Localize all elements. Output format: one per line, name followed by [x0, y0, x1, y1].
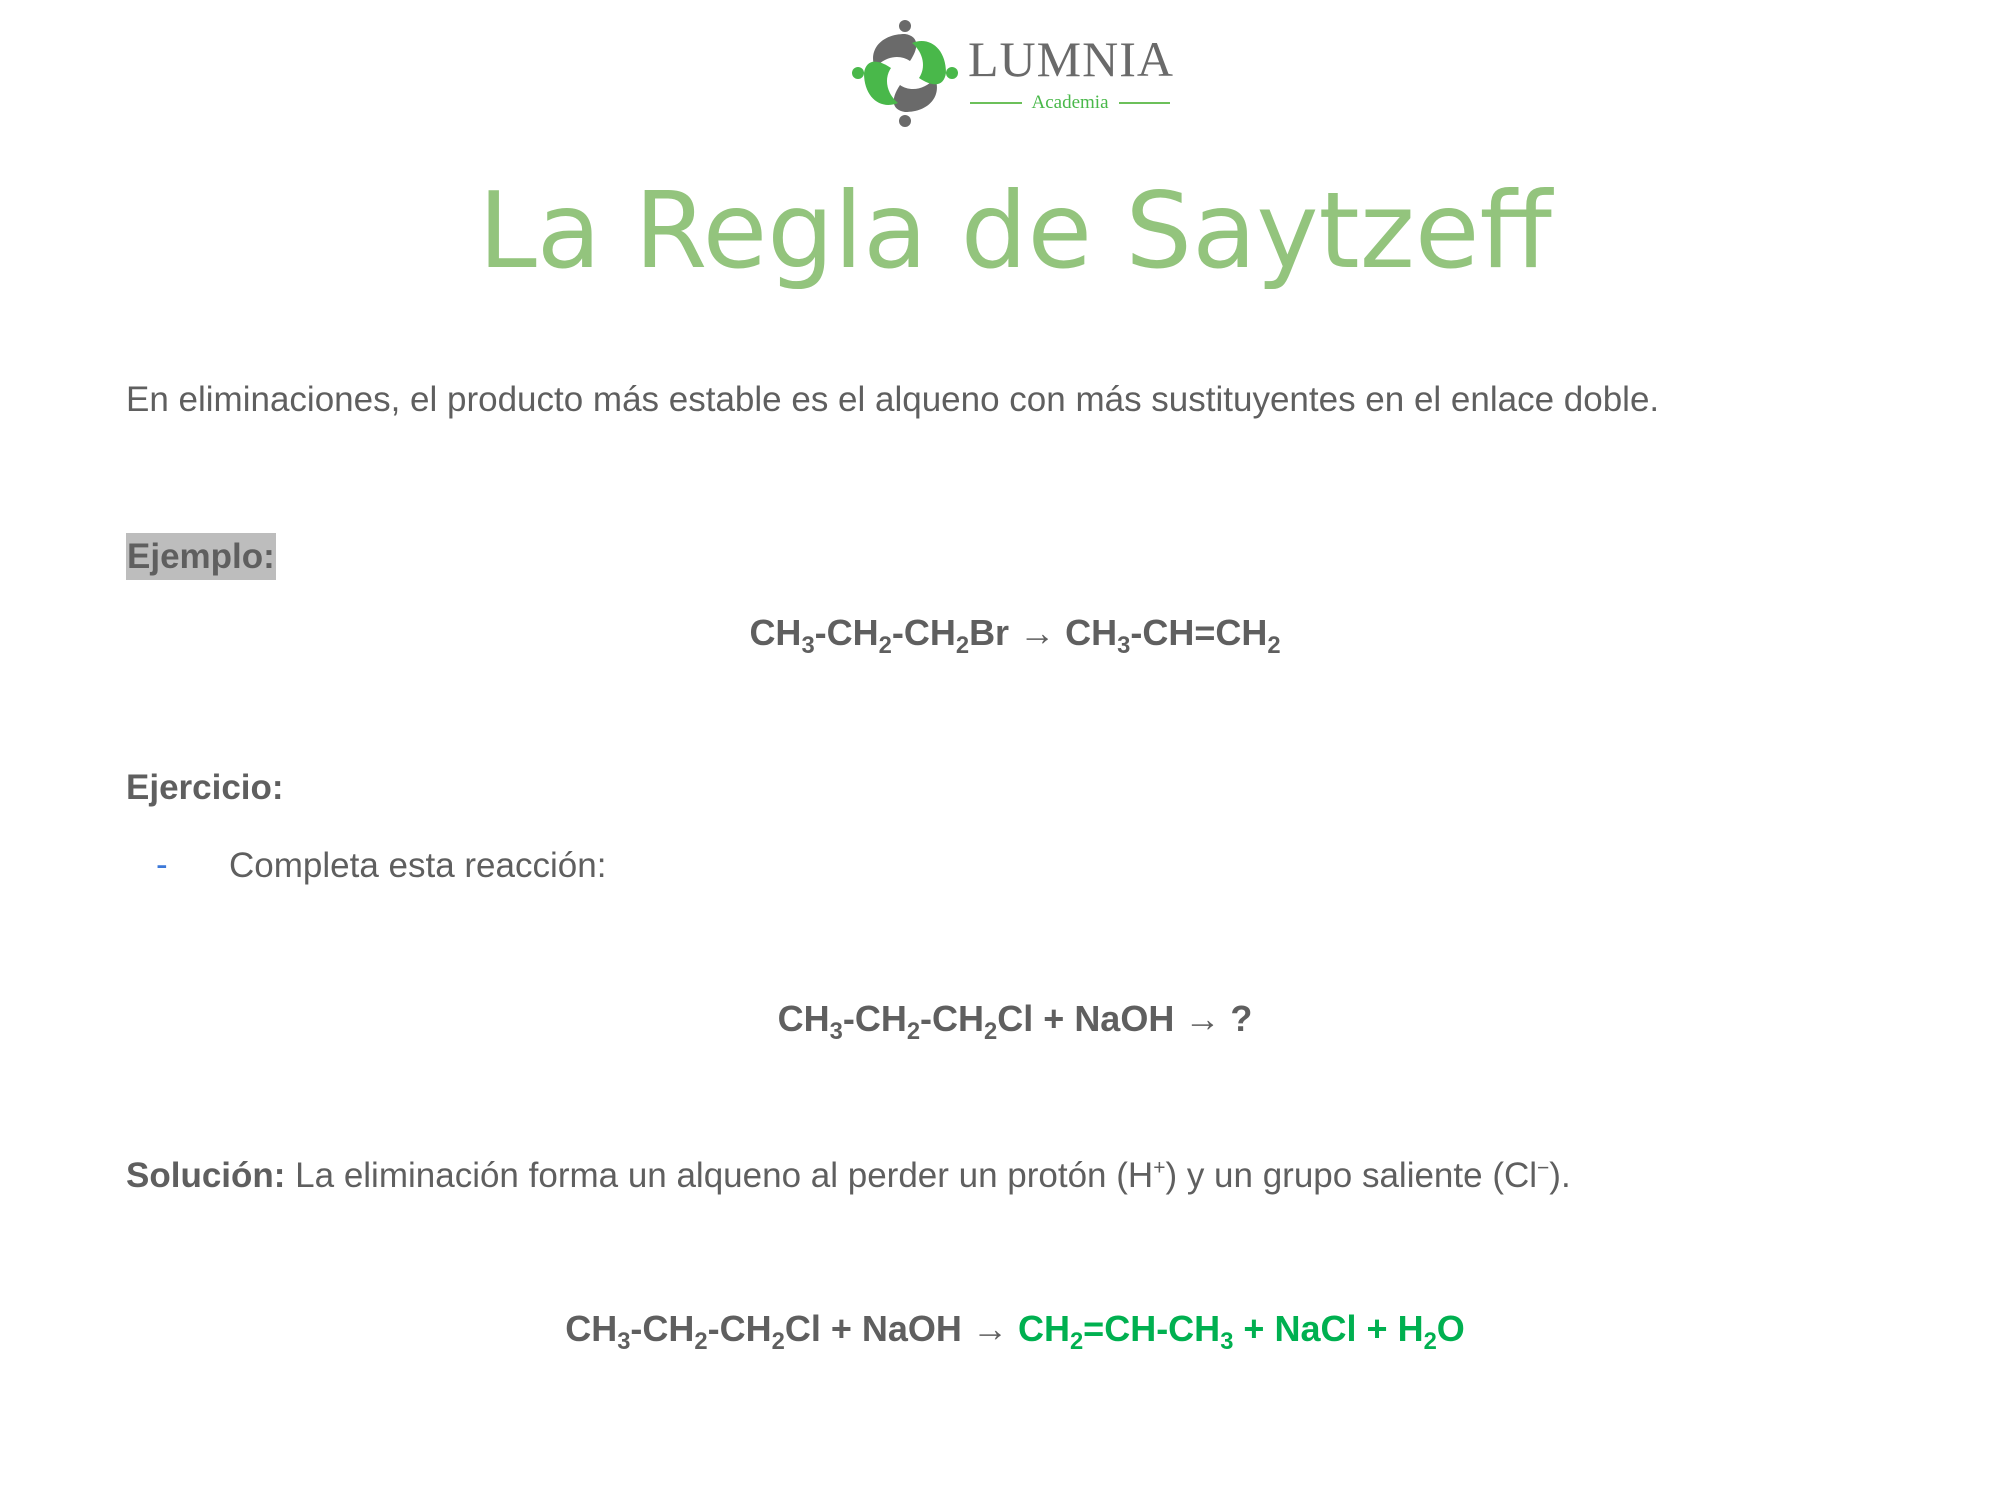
intro-paragraph: En eliminaciones, el producto más estable es el alqueno con más sustituyentes en el enlace doble.: [126, 380, 1660, 419]
solution-label: Solución:: [126, 1156, 286, 1195]
lumnia-logo: [850, 16, 1180, 131]
page-title: La Regla de Saytzeff: [478, 170, 1552, 292]
example-label: Ejemplo:: [126, 533, 276, 580]
solution-paragraph: Solución: La eliminación forma un alqueno al perder un protón (H+) y un grupo saliente (Cl−).: [126, 1156, 1571, 1195]
example-equation: $CH_3-CH_2-CH_2Br \to CH_3-CH=CH_2$: [749, 612, 1281, 660]
brand-name: LUMNIA: [968, 31, 1174, 87]
solution-products: $CH_2=CH-CH_3$ + NaCl + $H_2O$: [1017, 1308, 1465, 1356]
bullet-dash-icon: -: [156, 845, 168, 884]
arrow-icon: →: [971, 1308, 1008, 1349]
exercise-equation: $CH_3-CH_2-CH_2Cl$ + NaOH → ?: [777, 998, 1253, 1046]
brand-subtitle: [970, 92, 1170, 114]
divider: [970, 102, 1022, 104]
exercise-label: Ejercicio:: [126, 768, 284, 807]
arrow-icon: →: [1184, 998, 1221, 1039]
solution-equation: $CH_3-CH_2-CH_2Cl$ + NaOH → $CH_2=CH-CH_3$ + NaCl + $H_2O$: [565, 1308, 1465, 1356]
divider: [1119, 102, 1171, 104]
lumnia-emblem-icon: [850, 16, 960, 131]
arrow-icon: →: [1019, 612, 1056, 653]
brand-subtitle-text: Academia: [1031, 92, 1109, 113]
exercise-instruction: Completa esta reacción:: [229, 846, 607, 885]
